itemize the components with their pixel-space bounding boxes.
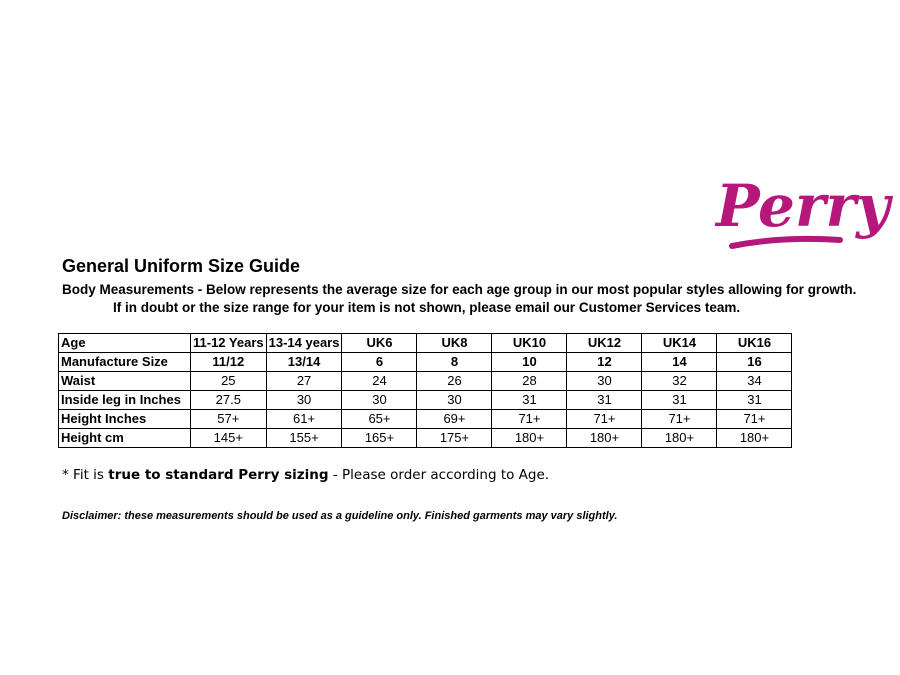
disclaimer: Disclaimer: these measurements should be used as a guideline only. Finished garments may vary slightly. xyxy=(62,510,618,522)
table-cell: UK10 xyxy=(492,334,567,353)
table-cell: 30 xyxy=(417,391,492,410)
fit-note-suffix: - Please order according to Age. xyxy=(328,467,550,483)
table-cell: 65+ xyxy=(342,410,417,429)
table-row xyxy=(59,410,792,429)
table-cell: 180+ xyxy=(567,429,642,448)
page-title: General Uniform Size Guide xyxy=(62,256,301,276)
table-cell: 12 xyxy=(567,353,642,372)
table-row xyxy=(59,391,792,410)
intro-line-1-rest: - Below represents the average size for each age group in our most popular styles allowing for growth. xyxy=(194,282,857,297)
table-cell: 71+ xyxy=(567,410,642,429)
table-cell: 71+ xyxy=(717,410,792,429)
row-label: Waist xyxy=(59,372,191,391)
table-cell: 165+ xyxy=(342,429,417,448)
size-guide-table xyxy=(58,333,792,448)
table-row xyxy=(59,334,792,353)
fit-note xyxy=(62,467,549,483)
table-cell: 180+ xyxy=(717,429,792,448)
table-cell: 155+ xyxy=(266,429,342,448)
fit-note-emphasis: true to standard Perry sizing xyxy=(108,467,329,483)
table-cell: UK12 xyxy=(567,334,642,353)
logo-wordmark: Perry xyxy=(716,172,890,240)
intro-text xyxy=(62,281,862,317)
table-cell: 11/12 xyxy=(191,353,267,372)
table-cell: 145+ xyxy=(191,429,267,448)
table-cell: 69+ xyxy=(417,410,492,429)
table-cell: 71+ xyxy=(492,410,567,429)
table-cell: 13-14 years xyxy=(266,334,342,353)
intro-line-1 xyxy=(62,281,862,299)
table-cell: 71+ xyxy=(642,410,717,429)
table-cell: 13/14 xyxy=(266,353,342,372)
table-cell: UK16 xyxy=(717,334,792,353)
table-cell: 28 xyxy=(492,372,567,391)
row-label: Age xyxy=(59,334,191,353)
table-cell: 6 xyxy=(342,353,417,372)
row-label: Height cm xyxy=(59,429,191,448)
table-cell: 31 xyxy=(492,391,567,410)
fit-note-prefix: * Fit is xyxy=(62,467,109,483)
row-label: Manufacture Size xyxy=(59,353,191,372)
table-cell: UK8 xyxy=(417,334,492,353)
table-cell: 31 xyxy=(717,391,792,410)
table-cell: 25 xyxy=(191,372,267,391)
table-cell: 180+ xyxy=(642,429,717,448)
table-cell: 31 xyxy=(642,391,717,410)
table-cell: 26 xyxy=(417,372,492,391)
table-cell: 24 xyxy=(342,372,417,391)
table-cell: 31 xyxy=(567,391,642,410)
table-cell: 180+ xyxy=(492,429,567,448)
table-row xyxy=(59,353,792,372)
table-cell: 8 xyxy=(417,353,492,372)
table-cell: 14 xyxy=(642,353,717,372)
table-row xyxy=(59,429,792,448)
row-label: Height Inches xyxy=(59,410,191,429)
table-cell: 16 xyxy=(717,353,792,372)
table-cell: 57+ xyxy=(191,410,267,429)
table-cell: 30 xyxy=(342,391,417,410)
row-label: Inside leg in Inches xyxy=(59,391,191,410)
perry-logo xyxy=(712,166,890,256)
table-cell: 34 xyxy=(717,372,792,391)
table-cell: 32 xyxy=(642,372,717,391)
table-cell: 30 xyxy=(567,372,642,391)
intro-lead: Body Measurements xyxy=(62,282,195,297)
table-cell: 11-12 Years xyxy=(191,334,267,353)
table-cell: 27.5 xyxy=(191,391,267,410)
table-cell: 27 xyxy=(266,372,342,391)
intro-line-2: If in doubt or the size range for your item is not shown, please email our Customer Services team. xyxy=(113,300,741,315)
table-cell: 30 xyxy=(266,391,342,410)
table-cell: 61+ xyxy=(266,410,342,429)
table-cell: UK6 xyxy=(342,334,417,353)
table-row xyxy=(59,372,792,391)
table-cell: 10 xyxy=(492,353,567,372)
table-cell: 175+ xyxy=(417,429,492,448)
table-cell: UK14 xyxy=(642,334,717,353)
